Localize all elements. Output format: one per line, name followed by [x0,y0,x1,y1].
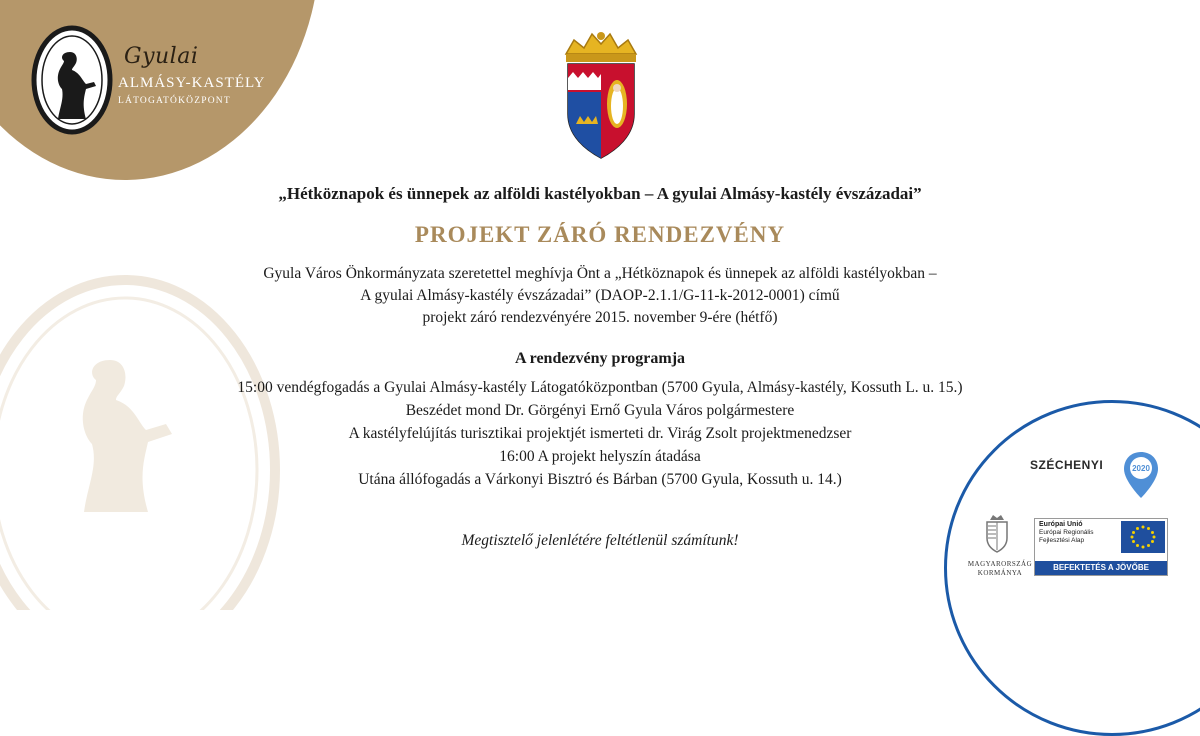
hungary-line-2: KORMÁNYA [977,569,1023,577]
hungary-government-label [960,560,1040,578]
almasy-castle-logo-medallion [30,24,114,136]
program-heading: A rendezvény programja [514,350,686,367]
program-item: 15:00 vendégfogadás a Gyulai Almásy-kastély Látogatóközpontban (5700 Gyula, Almásy-kastély, Kossuth L. u. 15.) [237,379,963,396]
program-item: 16:00 A projekt helyszín átadása [499,448,701,465]
eu-fund-box [1034,518,1168,576]
hungary-crest-icon [982,512,1012,554]
program-item: Utána állófogadás a Várkonyi Bisztró és Bárban (5700 Gyula, Kossuth u. 14.) [358,471,842,488]
closing-note: Megtisztelő jelenlétére feltétlenül számítunk! [461,532,739,549]
eu-line-1: Európai Unió [1039,521,1083,528]
szechenyi-year: 2020 [1132,464,1150,473]
eu-fund-text [1039,521,1094,545]
invitation-line-2: A gyulai Almásy-kastély évszázadai” (DAOP-2.1.1/G-11-k-2012-0001) című [360,287,840,304]
program-item: A kastélyfelújítás turisztikai projektjét ismerteti dr. Virág Zsolt projektmenedzser [348,425,852,442]
invitation-text [0,263,1200,329]
gyula-coat-of-arms [556,26,646,160]
invitation-line-3: projekt záró rendezvényére 2015. november 9-ére (hétfő) [422,309,778,326]
logo-almasy-kastely: ALMÁSY-KASTÉLY [118,75,266,91]
hungary-line-1: MAGYARORSZÁG [967,560,1033,568]
eu-line-3: Fejlesztési Alap [1039,537,1085,544]
logo-visitor-center: LÁTOGATÓKÖZPONT [118,96,231,106]
program-item: Beszédet mond Dr. Görgényi Ernő Gyula Város polgármestere [405,402,795,419]
szechenyi-label: SZÉCHENYI [1030,458,1104,472]
eu-flag-icon [1121,521,1165,553]
event-title: „Hétköznapok és ünnepek az alföldi kastélyokban – A gyulai Almásy-kastély évszázadai” [278,184,922,203]
invitation-line-1: Gyula Város Önkormányzata szeretettel meghívja Önt a „Hétköznapok és ünnepek az alföldi kastélyokban – [263,265,937,282]
logo-gyulai: Gyulai [124,44,199,69]
eu-line-2: Európai Regionális [1039,529,1094,536]
logo-text [118,44,266,106]
event-subtitle: PROJEKT ZÁRÓ RENDEZVÉNY [414,222,786,247]
investing-in-future-banner: BEFEKTETÉS A JÖVŐBE [1035,561,1167,575]
szechenyi-2020-pin-icon [1122,450,1160,500]
